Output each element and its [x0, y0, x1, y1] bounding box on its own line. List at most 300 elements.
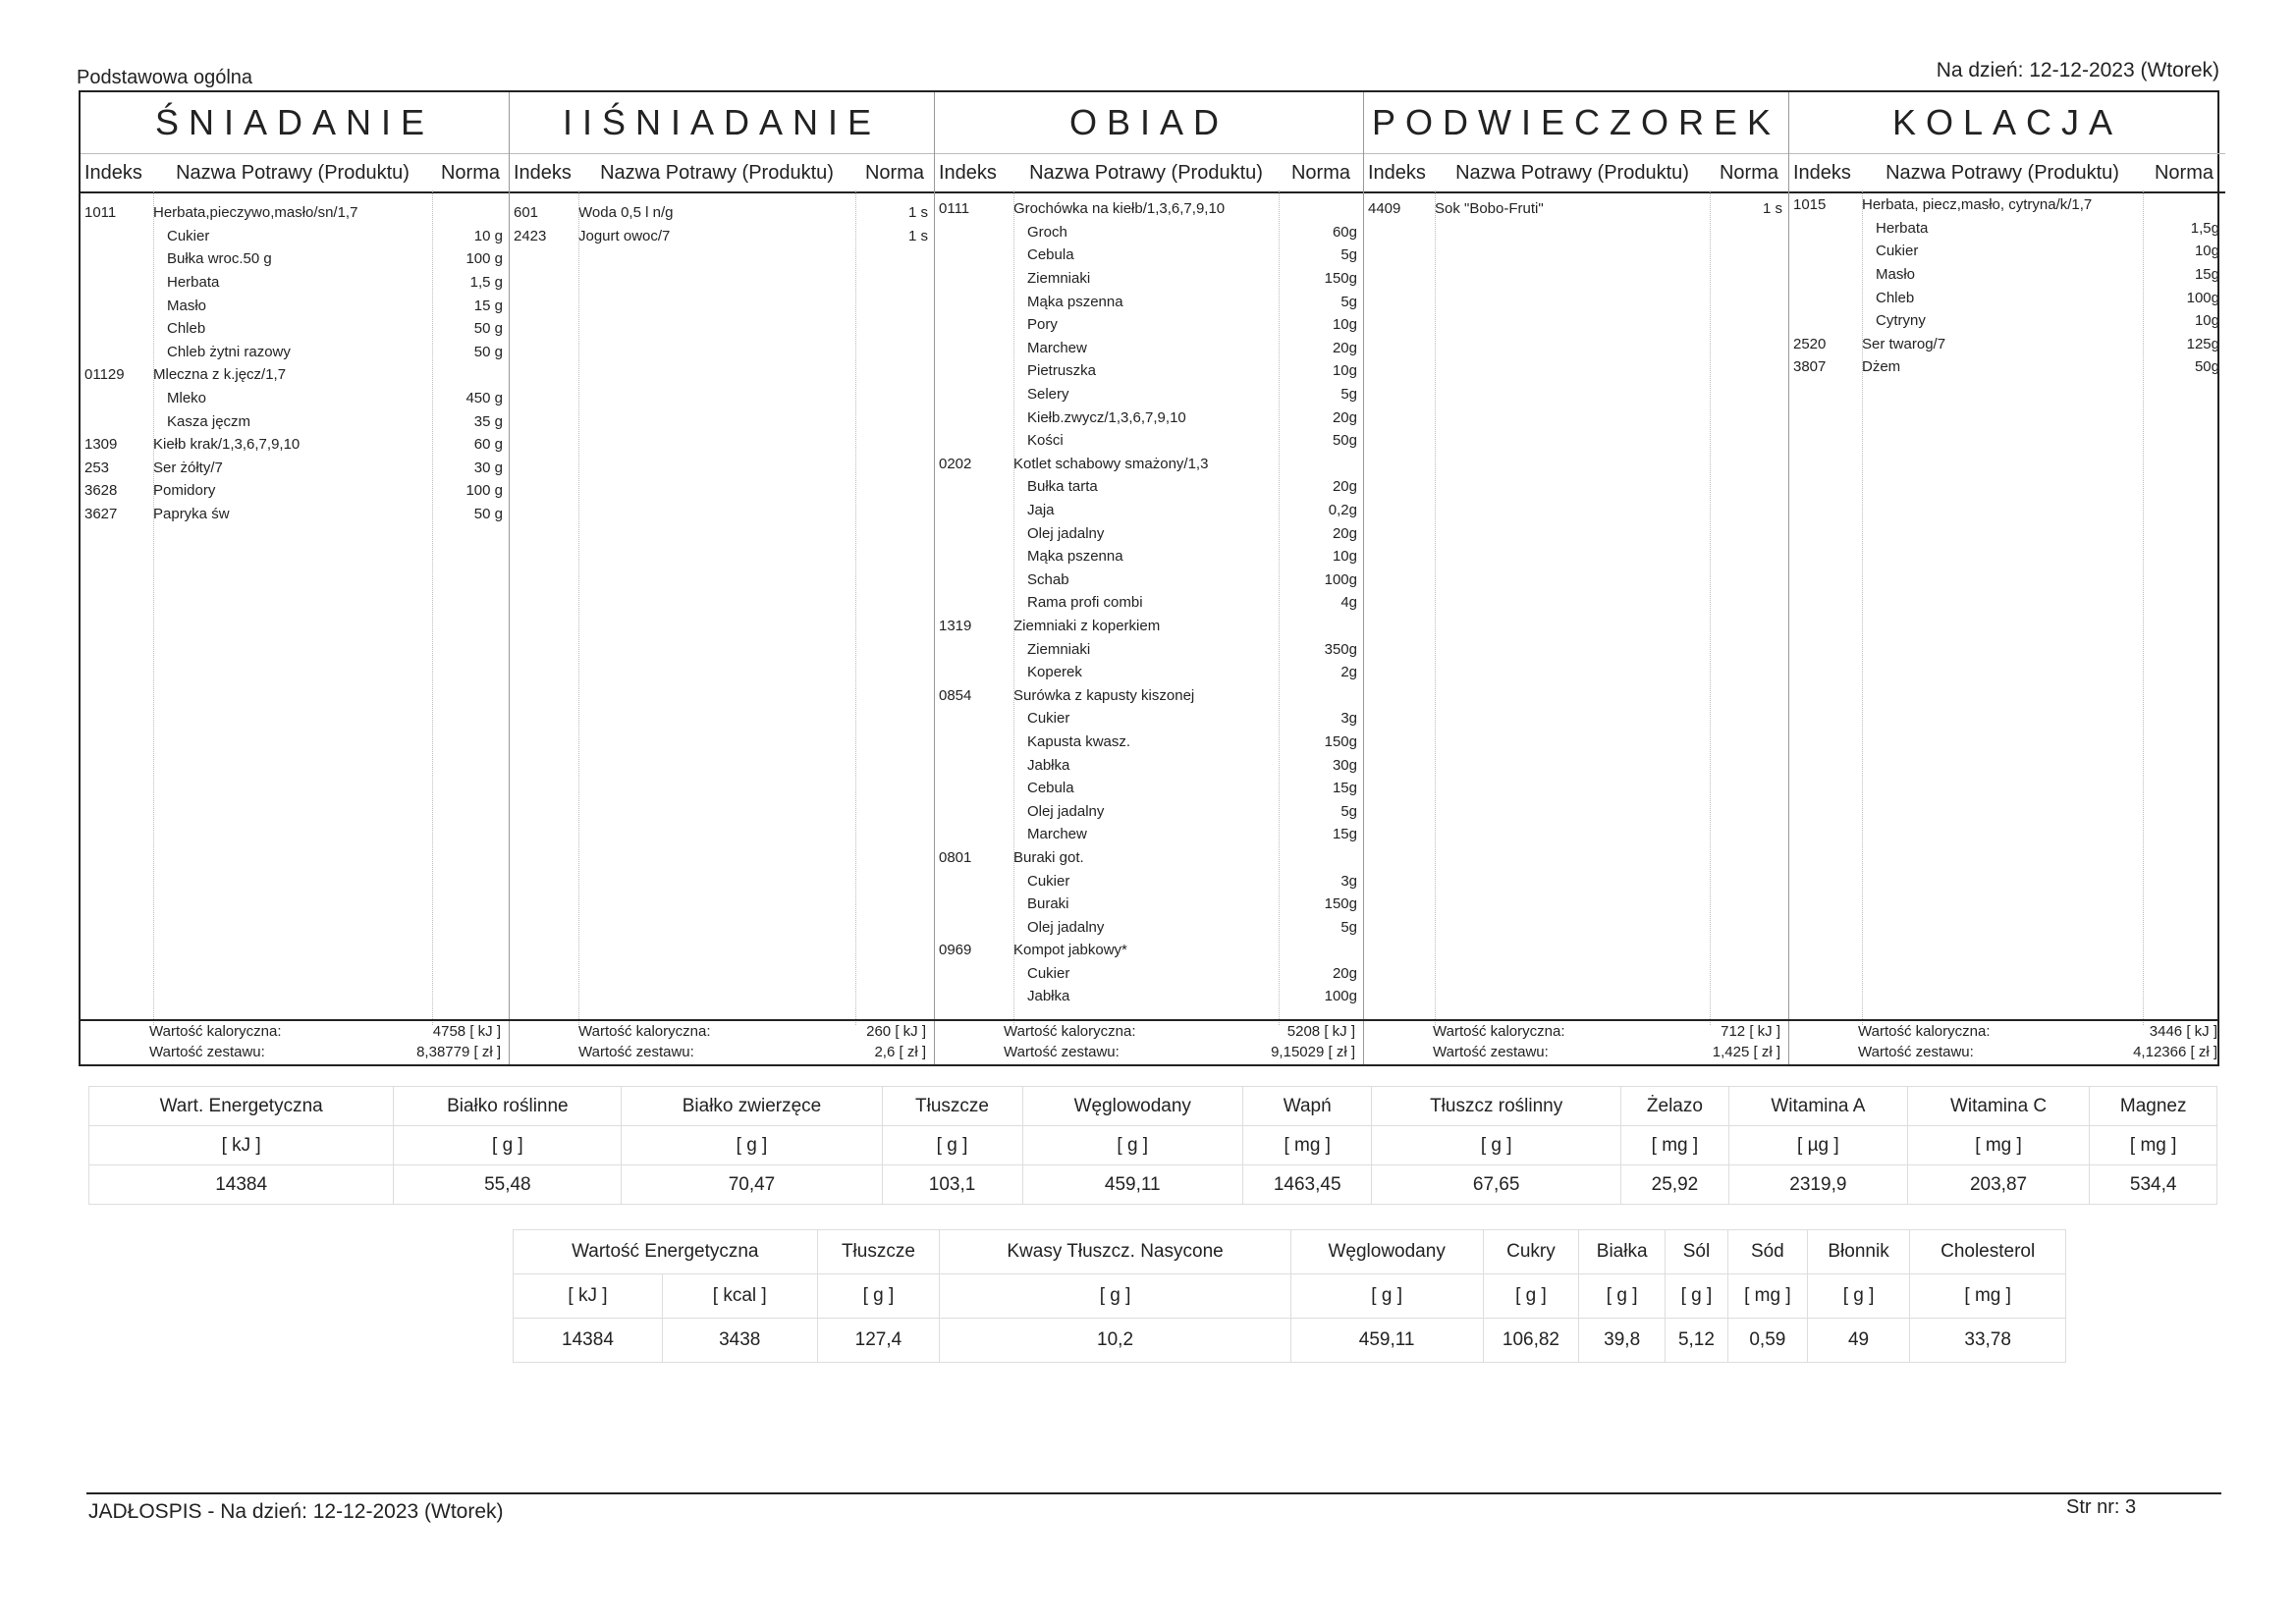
diet-category: Podstawowa ogólna — [77, 67, 253, 88]
row-name: Jaja — [1027, 502, 1055, 519]
row-index: 2520 — [1793, 335, 1827, 352]
nutrient-label: Cukry — [1483, 1230, 1579, 1274]
row-norm: 15g — [1332, 826, 1357, 843]
nutrient-value: 55,48 — [394, 1165, 622, 1205]
row-name: Chleb — [1876, 289, 1915, 306]
row-name: Buraki got. — [1013, 848, 1084, 866]
meal-row — [935, 985, 1363, 1008]
row-name: Surówka z kapusty kiszonej — [1013, 686, 1195, 704]
meal-row — [935, 383, 1363, 406]
meal-title: KOLACJA — [1789, 92, 2225, 154]
meal-column — [510, 92, 935, 1025]
cost-line — [81, 1042, 509, 1062]
row-name: Rama profi combi — [1027, 594, 1143, 612]
row-norm: 30g — [1332, 756, 1357, 774]
nutrient-label: Witamina A — [1728, 1087, 1907, 1126]
cost-label: Wartość zestawu: — [1433, 1044, 1549, 1060]
column-divider — [578, 190, 579, 1025]
row-norm: 5g — [1340, 386, 1357, 404]
row-norm: 100g — [1324, 570, 1357, 588]
nutrient-value: 14384 — [514, 1319, 663, 1363]
row-norm: 60g — [1332, 223, 1357, 241]
energy-label: Wartość kaloryczna: — [1858, 1023, 1991, 1040]
meal-title: PODWIECZOREK — [1364, 92, 1788, 154]
meal-total — [510, 1021, 935, 1064]
row-name: Cukier — [1876, 243, 1919, 260]
header-name: Nazwa Potrawy (Produktu) — [1886, 161, 2119, 184]
nutrient-value: 2319,9 — [1728, 1165, 1907, 1205]
meal-row — [935, 777, 1363, 800]
column-divider — [2143, 190, 2144, 1025]
energy-value: 3446 [ kJ ] — [2149, 1023, 2217, 1040]
nutrient-value: 14384 — [89, 1165, 394, 1205]
row-norm: 5g — [1340, 293, 1357, 310]
nutrient-label: Węglowodany — [1022, 1087, 1242, 1126]
meal-row — [81, 247, 509, 271]
column-headers — [81, 154, 509, 193]
row-norm: 100g — [1324, 988, 1357, 1005]
row-norm: 4g — [1340, 594, 1357, 612]
row-name: Chleb żytni razowy — [167, 343, 291, 360]
row-name: Jabłka — [1027, 988, 1070, 1005]
nutrient-label: Białka — [1579, 1230, 1666, 1274]
nutrient-value: 33,78 — [1910, 1319, 2066, 1363]
meal-total — [81, 1021, 510, 1064]
meal-total — [1364, 1021, 1789, 1064]
row-name: Mleczna z k.jęcz/1,7 — [153, 366, 287, 384]
nutrition-summary-table — [88, 1086, 2217, 1205]
row-index: 4409 — [1368, 200, 1401, 218]
nutrient-unit: [ g ] — [394, 1126, 622, 1165]
meal-row — [81, 271, 509, 295]
row-name: Kapusta kwasz. — [1027, 732, 1131, 750]
energy-label: Wartość kaloryczna: — [1433, 1023, 1565, 1040]
meal-row — [935, 683, 1363, 707]
nutrient-label: Witamina C — [1907, 1087, 2090, 1126]
meal-row — [935, 313, 1363, 337]
meal-row — [935, 730, 1363, 754]
nutrient-value: 127,4 — [817, 1319, 940, 1363]
nutrient-value: 459,11 — [1022, 1165, 1242, 1205]
header-name: Nazwa Potrawy (Produktu) — [1029, 161, 1263, 184]
row-name: Pory — [1027, 316, 1058, 334]
nutrient-label: Magnez — [2090, 1087, 2217, 1126]
nutrient-value: 106,82 — [1483, 1319, 1579, 1363]
row-index: 601 — [514, 204, 539, 222]
nutrient-unit: [ µg ] — [1728, 1126, 1907, 1165]
energy-value: 260 [ kJ ] — [866, 1023, 926, 1040]
meal-row — [935, 591, 1363, 615]
row-name: Herbata — [167, 274, 220, 292]
row-index: 0854 — [939, 686, 972, 704]
row-norm: 50g — [2194, 358, 2219, 376]
meal-row — [935, 869, 1363, 893]
cost-value: 4,12366 [ zł ] — [2133, 1044, 2217, 1060]
row-name: Mąka pszenna — [1027, 293, 1123, 310]
nutrient-label: Tłuszcze — [882, 1087, 1022, 1126]
meal-row — [81, 317, 509, 341]
row-name: Kości — [1027, 432, 1064, 450]
meal-row — [1364, 197, 1788, 221]
row-norm: 350g — [1324, 640, 1357, 658]
meal-row — [935, 545, 1363, 568]
meal-row — [935, 939, 1363, 962]
nutrition2-values-row — [514, 1319, 2066, 1363]
meal-rows — [1789, 193, 2225, 379]
cost-line — [1364, 1042, 1788, 1062]
row-norm: 10g — [2194, 312, 2219, 330]
meal-row — [81, 457, 509, 480]
row-norm: 10 g — [473, 227, 503, 244]
meal-row — [1789, 240, 2225, 263]
meal-row — [81, 201, 509, 225]
nutrient-unit: [ g ] — [1022, 1126, 1242, 1165]
nutrient-value: 39,8 — [1579, 1319, 1666, 1363]
row-norm: 0,2g — [1328, 502, 1357, 519]
row-name: Bułka wroc.50 g — [167, 250, 272, 268]
row-norm: 20g — [1332, 478, 1357, 496]
nutrient-label: Cholesterol — [1910, 1230, 2066, 1274]
row-name: Cukier — [167, 227, 210, 244]
nutrient-label: Sól — [1665, 1230, 1727, 1274]
header-name: Nazwa Potrawy (Produktu) — [176, 161, 410, 184]
row-name: Koperek — [1027, 664, 1082, 681]
meal-row — [935, 846, 1363, 870]
meal-row — [81, 387, 509, 410]
meal-rows — [1364, 193, 1788, 221]
energy-line — [935, 1021, 1363, 1042]
meal-row — [81, 225, 509, 248]
nutrient-unit: [ g ] — [940, 1274, 1290, 1319]
meal-row — [935, 962, 1363, 986]
nutrient-value: 103,1 — [882, 1165, 1022, 1205]
row-norm: 1 s — [1762, 200, 1782, 218]
menu-table — [79, 90, 2219, 1066]
meal-row — [935, 521, 1363, 545]
nutrient-label: Tłuszcz roślinny — [1372, 1087, 1620, 1126]
energy-line — [1364, 1021, 1788, 1042]
nutrient-unit: [ kJ ] — [89, 1126, 394, 1165]
cost-value: 8,38779 [ zł ] — [416, 1044, 501, 1060]
row-name: Ziemniaki z koperkiem — [1013, 617, 1161, 634]
nutrient-label: Wart. Energetyczna — [89, 1087, 394, 1126]
row-name: Papryka św — [153, 506, 230, 523]
row-name: Kiełb krak/1,3,6,7,9,10 — [153, 436, 301, 454]
nutrition-label-table — [513, 1229, 2066, 1363]
cost-line — [1789, 1042, 2225, 1062]
row-norm: 5g — [1340, 802, 1357, 820]
energy-value: 5208 [ kJ ] — [1286, 1023, 1355, 1040]
row-norm: 20g — [1332, 339, 1357, 356]
cost-value: 2,6 [ zł ] — [874, 1044, 926, 1060]
row-norm: 100 g — [465, 250, 503, 268]
cost-value: 1,425 [ zł ] — [1712, 1044, 1780, 1060]
row-index: 1015 — [1793, 196, 1827, 214]
meal-title: OBIAD — [935, 92, 1363, 154]
meal-row — [510, 225, 934, 248]
row-name: Kasza jęczm — [167, 412, 251, 430]
cost-value: 9,15029 [ zł ] — [1271, 1044, 1355, 1060]
nutrition2-labels-row — [514, 1230, 2066, 1274]
row-index: 0111 — [939, 200, 970, 218]
nutrient-unit: [ kJ ] — [514, 1274, 663, 1319]
meal-total — [935, 1021, 1364, 1064]
meal-row — [935, 337, 1363, 360]
cost-line — [935, 1042, 1363, 1062]
row-index: 0801 — [939, 848, 972, 866]
header-norm: Norma — [1290, 161, 1350, 184]
row-name: Grochówka na kiełb/1,3,6,7,9,10 — [1013, 200, 1226, 218]
meal-row — [1789, 263, 2225, 287]
row-norm: 3g — [1340, 872, 1357, 890]
row-name: Groch — [1027, 223, 1067, 241]
nutrient-value: 67,65 — [1372, 1165, 1620, 1205]
meal-row — [935, 197, 1363, 221]
meal-row — [935, 243, 1363, 267]
header-name: Nazwa Potrawy (Produktu) — [1455, 161, 1689, 184]
row-name: Masło — [1876, 266, 1916, 284]
row-name: Sok "Bobo-Fruti" — [1435, 200, 1544, 218]
nutrient-unit: [ g ] — [1807, 1274, 1910, 1319]
meal-row — [935, 267, 1363, 291]
row-index: 3627 — [84, 506, 118, 523]
meal-row — [935, 221, 1363, 244]
energy-label: Wartość kaloryczna: — [1004, 1023, 1136, 1040]
meal-row — [81, 479, 509, 503]
row-norm: 10g — [2194, 243, 2219, 260]
nutrient-value: 10,2 — [940, 1319, 1290, 1363]
row-name: Masło — [167, 297, 207, 314]
nutrition-labels-row — [89, 1087, 2217, 1126]
nutrient-label: Białko zwierzęce — [622, 1087, 882, 1126]
footer-title: JADŁOSPIS - Na dzień: 12-12-2023 (Wtorek) — [88, 1500, 504, 1523]
row-name: Mąka pszenna — [1027, 548, 1123, 566]
nutrition2-units-row — [514, 1274, 2066, 1319]
row-name: Kotlet schabowy smażony/1,3 — [1013, 455, 1209, 472]
meal-row — [1789, 355, 2225, 379]
cost-label: Wartość zestawu: — [1004, 1044, 1120, 1060]
nutrient-label: Wartość Energetyczna — [514, 1230, 818, 1274]
column-divider — [1013, 190, 1014, 1025]
page-number: Str nr: 3 — [2066, 1496, 2137, 1518]
nutrient-unit: [ mg ] — [1727, 1274, 1807, 1319]
row-norm: 15g — [2194, 266, 2219, 284]
row-name: Buraki — [1027, 895, 1069, 913]
row-name: Kiełb.zwycz/1,3,6,7,9,10 — [1027, 408, 1186, 426]
nutrient-unit: [ g ] — [622, 1126, 882, 1165]
nutrient-value: 0,59 — [1727, 1319, 1807, 1363]
row-norm: 1,5g — [2190, 219, 2219, 237]
row-name: Olej jadalny — [1027, 524, 1105, 542]
energy-line — [510, 1021, 934, 1042]
energy-value: 4758 [ kJ ] — [432, 1023, 501, 1040]
row-index: 1319 — [939, 617, 972, 634]
nutrient-label: Błonnik — [1807, 1230, 1910, 1274]
meal-row — [935, 499, 1363, 522]
meal-row — [81, 363, 509, 387]
nutrient-label: Węglowodany — [1290, 1230, 1483, 1274]
meal-row — [81, 341, 509, 364]
column-divider — [855, 190, 856, 1025]
row-index: 1011 — [84, 204, 117, 222]
meal-row — [81, 294, 509, 317]
header-index: Indeks — [1793, 161, 1851, 184]
cost-label: Wartość zestawu: — [1858, 1044, 1974, 1060]
footer-divider — [86, 1492, 2221, 1494]
meal-row — [935, 637, 1363, 661]
row-index: 253 — [84, 459, 110, 476]
row-norm: 35 g — [473, 412, 503, 430]
row-norm: 20g — [1332, 964, 1357, 982]
cost-line — [510, 1042, 934, 1062]
nutrient-unit: [ g ] — [1483, 1274, 1579, 1319]
nutrient-unit: [ mg ] — [1910, 1274, 2066, 1319]
row-norm: 5g — [1340, 246, 1357, 264]
row-name: Ser twarog/7 — [1862, 335, 1946, 352]
meal-row — [935, 753, 1363, 777]
meal-row — [935, 893, 1363, 916]
row-norm: 10g — [1332, 316, 1357, 334]
nutrient-value: 25,92 — [1620, 1165, 1728, 1205]
column-divider — [1435, 190, 1436, 1025]
row-norm: 50 g — [473, 320, 503, 338]
meal-row — [81, 503, 509, 526]
row-index: 01129 — [84, 366, 125, 384]
meal-rows — [935, 193, 1363, 1008]
row-name: Jabłka — [1027, 756, 1070, 774]
row-index: 3628 — [84, 482, 118, 500]
row-name: Jogurt owoc/7 — [578, 227, 671, 244]
meal-row — [935, 406, 1363, 429]
nutrient-label: Białko roślinne — [394, 1087, 622, 1126]
meal-row — [935, 453, 1363, 476]
row-norm: 100g — [2186, 289, 2219, 306]
row-name: Olej jadalny — [1027, 918, 1105, 936]
nutrient-label: Tłuszcze — [817, 1230, 940, 1274]
nutrient-value: 5,12 — [1665, 1319, 1727, 1363]
row-name: Woda 0,5 l n/g — [578, 204, 674, 222]
row-norm: 150g — [1324, 270, 1357, 288]
row-norm: 1,5 g — [469, 274, 503, 292]
row-name: Herbata, piecz,masło, cytryna/k/1,7 — [1862, 196, 2093, 214]
row-norm: 20g — [1332, 408, 1357, 426]
meal-rows — [81, 193, 509, 525]
energy-label: Wartość kaloryczna: — [578, 1023, 711, 1040]
meal-total — [1789, 1021, 2225, 1064]
row-name: Marchew — [1027, 826, 1087, 843]
nutrition-values-row — [89, 1165, 2217, 1205]
nutrient-unit: [ g ] — [817, 1274, 940, 1319]
row-name: Herbata — [1876, 219, 1929, 237]
column-divider — [1862, 190, 1863, 1025]
meal-rows — [510, 193, 934, 247]
row-norm: 15 g — [473, 297, 503, 314]
meal-row — [510, 201, 934, 225]
column-headers — [935, 154, 1363, 193]
row-name: Chleb — [167, 320, 206, 338]
nutrient-label: Sód — [1727, 1230, 1807, 1274]
energy-line — [1789, 1021, 2225, 1042]
meal-row — [935, 290, 1363, 313]
header-index: Indeks — [939, 161, 997, 184]
row-name: Dżem — [1862, 358, 1901, 376]
row-norm: 20g — [1332, 524, 1357, 542]
row-name: Ziemniaki — [1027, 640, 1091, 658]
nutrient-unit: [ kcal ] — [662, 1274, 817, 1319]
row-norm: 150g — [1324, 895, 1357, 913]
energy-line — [81, 1021, 509, 1042]
meal-row — [935, 915, 1363, 939]
meal-row — [935, 359, 1363, 383]
row-name: Cebula — [1027, 780, 1074, 797]
row-index: 3807 — [1793, 358, 1827, 376]
row-index: 0202 — [939, 455, 972, 472]
nutrient-value: 70,47 — [622, 1165, 882, 1205]
row-norm: 450 g — [465, 390, 503, 407]
row-norm: 30 g — [473, 459, 503, 476]
column-headers — [1789, 154, 2225, 193]
header-norm: Norma — [864, 161, 924, 184]
row-name: Cukier — [1027, 872, 1070, 890]
row-index: 0969 — [939, 942, 972, 959]
row-norm: 60 g — [473, 436, 503, 454]
row-name: Bułka tarta — [1027, 478, 1098, 496]
row-norm: 125g — [2186, 335, 2219, 352]
row-norm: 10g — [1332, 548, 1357, 566]
nutrient-value: 3438 — [662, 1319, 817, 1363]
column-headers — [1364, 154, 1788, 193]
cost-label: Wartość zestawu: — [149, 1044, 265, 1060]
row-norm: 50 g — [473, 506, 503, 523]
header-norm: Norma — [440, 161, 500, 184]
meal-row — [935, 568, 1363, 592]
row-name: Ziemniaki — [1027, 270, 1091, 288]
nutrient-value: 534,4 — [2090, 1165, 2217, 1205]
meal-totals — [81, 1019, 2217, 1064]
meal-column — [81, 92, 510, 1025]
row-name: Mleko — [167, 390, 207, 407]
meal-column — [935, 92, 1364, 1025]
meal-row — [935, 475, 1363, 499]
meal-column — [1789, 92, 2225, 1025]
row-norm: 5g — [1340, 918, 1357, 936]
meal-row — [935, 615, 1363, 638]
meal-column — [1364, 92, 1789, 1025]
column-divider — [1710, 190, 1711, 1025]
header-index: Indeks — [1368, 161, 1426, 184]
row-name: Schab — [1027, 570, 1069, 588]
row-norm: 100 g — [465, 482, 503, 500]
row-name: Herbata,pieczywo,masło/sn/1,7 — [153, 204, 358, 222]
meal-row — [935, 799, 1363, 823]
header-index: Indeks — [514, 161, 572, 184]
column-divider — [432, 190, 433, 1025]
row-norm: 3g — [1340, 710, 1357, 728]
meal-row — [1789, 333, 2225, 356]
row-norm: 50 g — [473, 343, 503, 360]
row-name: Selery — [1027, 386, 1069, 404]
meal-title: ŚNIADANIE — [81, 92, 509, 154]
row-index: 2423 — [514, 227, 547, 244]
header-name: Nazwa Potrawy (Produktu) — [600, 161, 834, 184]
nutrient-unit: [ g ] — [1372, 1126, 1620, 1165]
column-headers — [510, 154, 934, 193]
row-name: Cukier — [1027, 964, 1070, 982]
row-norm: 1 s — [907, 204, 928, 222]
meal-row — [1789, 286, 2225, 309]
nutrient-unit: [ mg ] — [1907, 1126, 2090, 1165]
row-norm: 10g — [1332, 362, 1357, 380]
